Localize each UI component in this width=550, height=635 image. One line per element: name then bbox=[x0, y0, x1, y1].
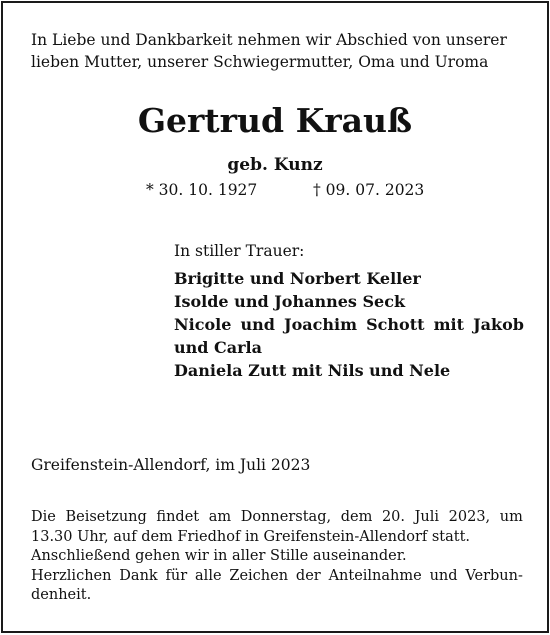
mourner-line bbox=[174, 313, 524, 336]
info-line-word: und bbox=[429, 567, 458, 584]
info-line-word: denheit. bbox=[31, 587, 92, 603]
mourner-line-word: Daniela Zutt mit Nils und Nele bbox=[174, 361, 451, 380]
info-line-word: Anteilnahme bbox=[328, 567, 422, 584]
mourner-line-word: und bbox=[240, 315, 275, 334]
info-line-word: Die bbox=[31, 509, 56, 525]
mourner-line bbox=[174, 359, 524, 382]
info-line-word: 13.30 Uhr, auf dem Friedhof in Greifenstein-Allendorf statt. bbox=[31, 528, 471, 545]
mourner-line bbox=[174, 336, 524, 359]
info-line-word: für bbox=[165, 567, 188, 584]
info-line-word: findet bbox=[156, 509, 200, 525]
info-line-word: 20. bbox=[381, 509, 405, 525]
mourners-list bbox=[174, 267, 524, 382]
info-line-word: Zeichen bbox=[229, 567, 289, 584]
info-line-word: der bbox=[295, 567, 321, 584]
place-and-date: Greifenstein-Allendorf, im Juli 2023 bbox=[31, 456, 311, 474]
death-date: † 09. 07. 2023 bbox=[313, 181, 425, 199]
info-line-word: Juli bbox=[414, 509, 440, 525]
info-line-word: Verbun- bbox=[465, 567, 523, 584]
mourner-line-word: Nicole bbox=[174, 315, 232, 334]
mourner-line-word: Schott bbox=[366, 315, 425, 334]
mourner-line-word: und Carla bbox=[174, 338, 262, 357]
info-line-word: Donnerstag, bbox=[240, 509, 332, 525]
mourner-line-word: mit bbox=[433, 315, 464, 334]
info-line bbox=[31, 528, 523, 548]
info-line bbox=[31, 508, 523, 528]
info-line-word: alle bbox=[195, 567, 222, 584]
mourner-line-word: Brigitte und Norbert Keller bbox=[174, 269, 421, 288]
mourning-label: In stiller Trauer: bbox=[174, 242, 305, 260]
mourner-line-word: Jakob bbox=[473, 315, 524, 334]
info-line-word: um bbox=[499, 509, 523, 525]
mourner-line bbox=[174, 290, 524, 313]
intro-line: In Liebe und Dankbarkeit nehmen wir Abschied von unserer bbox=[31, 31, 507, 49]
obituary-notice bbox=[1, 1, 549, 633]
info-line bbox=[31, 586, 523, 606]
info-line bbox=[31, 547, 523, 567]
info-line-word: am bbox=[208, 509, 232, 525]
mourner-line-word: Joachim bbox=[284, 315, 358, 334]
intro-line: lieben Mutter, unserer Schwiegermutter, Oma und Uroma bbox=[31, 53, 489, 71]
info-line-word: Dank bbox=[119, 567, 158, 584]
info-line-word: Beisetzung bbox=[65, 509, 147, 525]
birth-date: * 30. 10. 1927 bbox=[146, 181, 258, 199]
info-line-word: Anschließend gehen wir in aller Stille auseinander. bbox=[31, 548, 407, 564]
deceased-name: Gertrud Krauß bbox=[137, 101, 413, 140]
funeral-info bbox=[31, 508, 523, 606]
info-line-word: dem bbox=[340, 509, 373, 525]
info-line-word: 2023, bbox=[448, 509, 491, 525]
mourner-line-word: Isolde und Johannes Seck bbox=[174, 292, 406, 311]
info-line bbox=[31, 567, 523, 587]
intro-text bbox=[31, 29, 531, 73]
maiden-name: geb. Kunz bbox=[227, 155, 323, 175]
info-line-word: Herzlichen bbox=[31, 567, 112, 584]
mourner-line bbox=[174, 267, 524, 290]
